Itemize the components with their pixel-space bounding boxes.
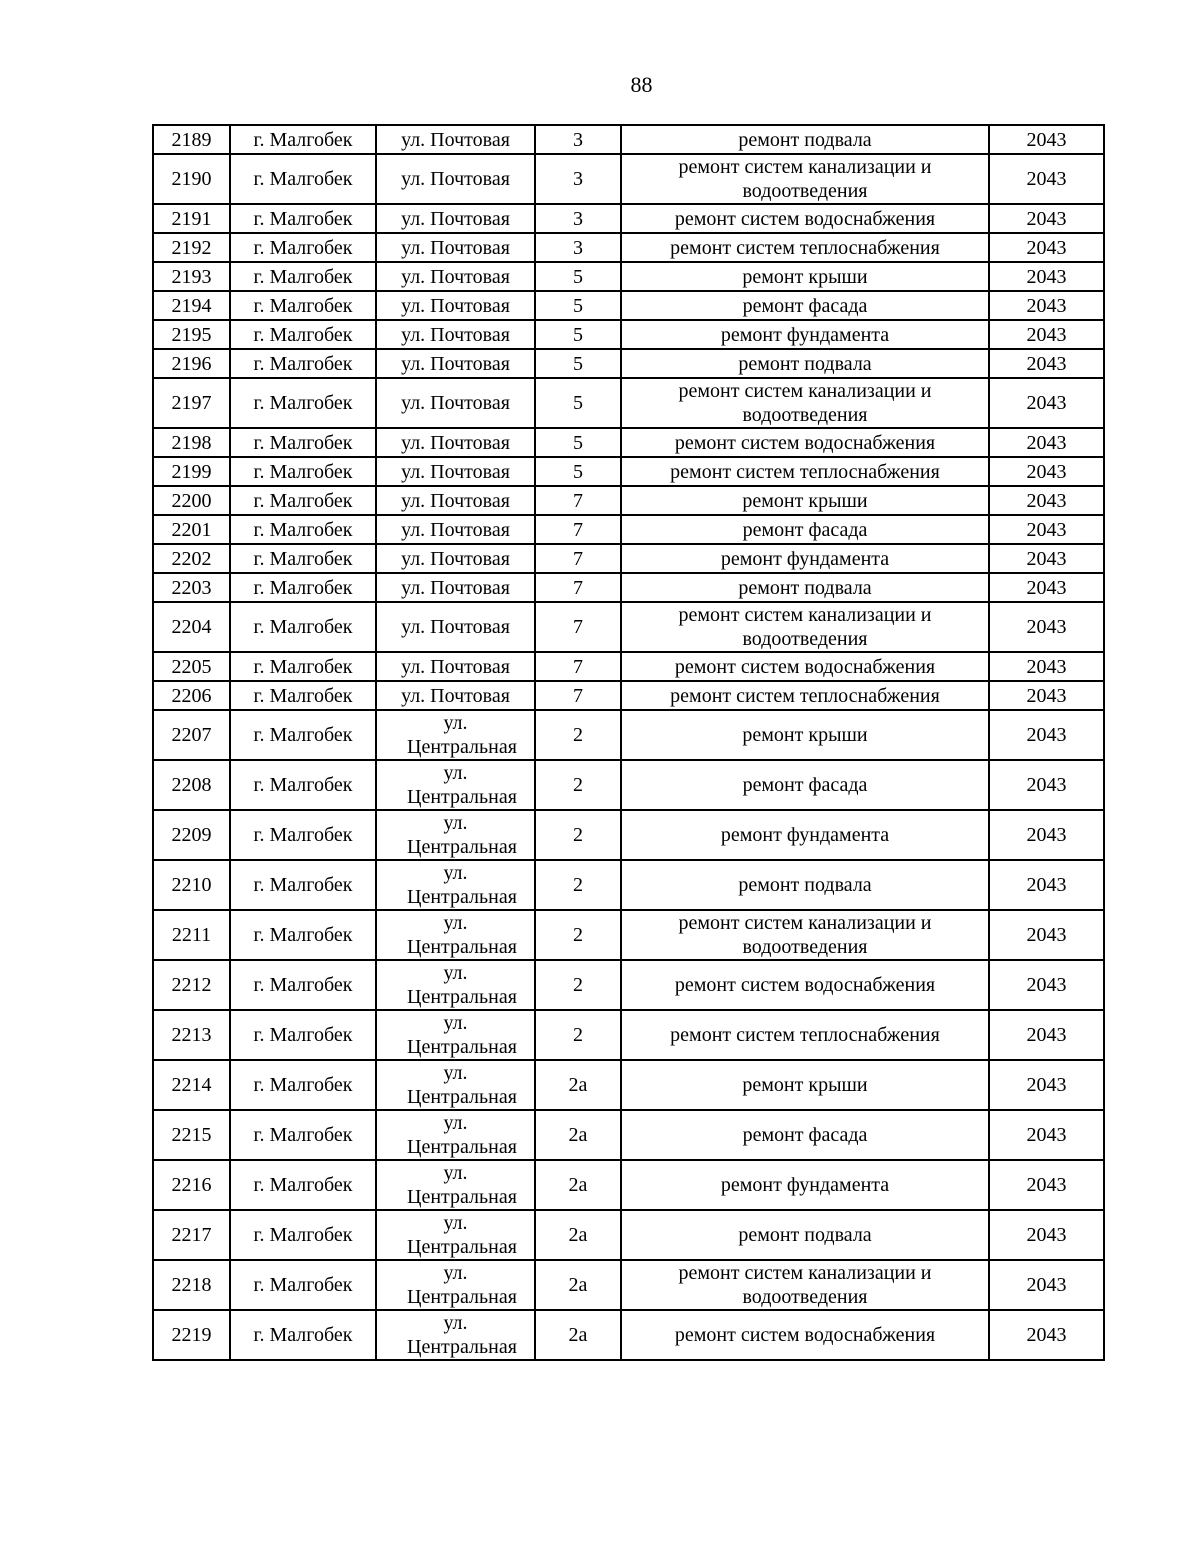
cell-city: г. Малгобек	[230, 810, 376, 860]
cell-number: 2217	[153, 1210, 230, 1260]
cell-year: 2043	[989, 1060, 1104, 1110]
cell-city: г. Малгобек	[230, 204, 376, 233]
cell-year: 2043	[989, 1110, 1104, 1160]
cell-number: 2202	[153, 544, 230, 573]
cell-work-type: ремонт систем водоснабжения	[621, 428, 989, 457]
table-row	[153, 204, 1104, 233]
cell-work-type: ремонт фасада	[621, 515, 989, 544]
table-row	[153, 602, 1104, 652]
table-row	[153, 760, 1104, 810]
cell-year: 2043	[989, 760, 1104, 810]
cell-number: 2196	[153, 349, 230, 378]
cell-work-type: ремонт фундамента	[621, 544, 989, 573]
cell-house: 3	[535, 233, 621, 262]
cell-number: 2190	[153, 154, 230, 204]
cell-number: 2199	[153, 457, 230, 486]
cell-house: 5	[535, 428, 621, 457]
cell-year: 2043	[989, 810, 1104, 860]
cell-street: ул. Центральная	[376, 1310, 535, 1360]
table-row	[153, 378, 1104, 428]
cell-work-type: ремонт систем канализации и водоотведения	[621, 154, 989, 204]
cell-year: 2043	[989, 320, 1104, 349]
cell-house: 5	[535, 349, 621, 378]
cell-number: 2208	[153, 760, 230, 810]
table-row	[153, 910, 1104, 960]
table-row	[153, 681, 1104, 710]
cell-city: г. Малгобек	[230, 760, 376, 810]
cell-street: ул. Центральная	[376, 960, 535, 1010]
cell-city: г. Малгобек	[230, 320, 376, 349]
cell-work-type: ремонт систем канализации и водоотведения	[621, 378, 989, 428]
cell-work-type: ремонт систем теплоснабжения	[621, 233, 989, 262]
table-row	[153, 544, 1104, 573]
cell-street: ул. Почтовая	[376, 544, 535, 573]
cell-year: 2043	[989, 602, 1104, 652]
cell-house: 7	[535, 486, 621, 515]
cell-city: г. Малгобек	[230, 233, 376, 262]
cell-year: 2043	[989, 349, 1104, 378]
table-body	[153, 125, 1104, 1360]
cell-work-type: ремонт фундамента	[621, 320, 989, 349]
cell-year: 2043	[989, 573, 1104, 602]
table-row	[153, 1210, 1104, 1260]
cell-house: 5	[535, 291, 621, 320]
cell-street: ул. Почтовая	[376, 652, 535, 681]
cell-work-type: ремонт фасада	[621, 1110, 989, 1160]
cell-year: 2043	[989, 428, 1104, 457]
cell-street: ул. Почтовая	[376, 291, 535, 320]
cell-city: г. Малгобек	[230, 1010, 376, 1060]
table-row	[153, 960, 1104, 1010]
cell-number: 2195	[153, 320, 230, 349]
cell-work-type: ремонт систем водоснабжения	[621, 652, 989, 681]
cell-city: г. Малгобек	[230, 960, 376, 1010]
table-row	[153, 349, 1104, 378]
cell-number: 2193	[153, 262, 230, 291]
cell-house: 3	[535, 125, 621, 154]
cell-city: г. Малгобек	[230, 602, 376, 652]
cell-street: ул. Почтовая	[376, 602, 535, 652]
cell-number: 2194	[153, 291, 230, 320]
cell-street: ул. Центральная	[376, 810, 535, 860]
cell-street: ул. Почтовая	[376, 428, 535, 457]
cell-street: ул. Почтовая	[376, 681, 535, 710]
cell-house: 2а	[535, 1110, 621, 1160]
cell-work-type: ремонт фасада	[621, 291, 989, 320]
cell-house: 2	[535, 1010, 621, 1060]
cell-house: 2а	[535, 1260, 621, 1310]
cell-street: ул. Почтовая	[376, 154, 535, 204]
cell-street: ул. Почтовая	[376, 486, 535, 515]
cell-house: 2	[535, 960, 621, 1010]
cell-work-type: ремонт крыши	[621, 486, 989, 515]
cell-street: ул. Почтовая	[376, 125, 535, 154]
table-row	[153, 1010, 1104, 1060]
cell-street: ул. Центральная	[376, 1060, 535, 1110]
cell-city: г. Малгобек	[230, 1060, 376, 1110]
cell-work-type: ремонт систем водоснабжения	[621, 960, 989, 1010]
cell-house: 2	[535, 910, 621, 960]
table-row	[153, 486, 1104, 515]
cell-number: 2212	[153, 960, 230, 1010]
cell-year: 2043	[989, 1260, 1104, 1310]
cell-number: 2203	[153, 573, 230, 602]
cell-year: 2043	[989, 154, 1104, 204]
cell-city: г. Малгобек	[230, 1160, 376, 1210]
cell-work-type: ремонт подвала	[621, 125, 989, 154]
cell-year: 2043	[989, 457, 1104, 486]
cell-street: ул. Центральная	[376, 1260, 535, 1310]
table-row	[153, 810, 1104, 860]
cell-work-type: ремонт фундамента	[621, 1160, 989, 1210]
cell-city: г. Малгобек	[230, 125, 376, 154]
table-row	[153, 515, 1104, 544]
cell-street: ул. Почтовая	[376, 349, 535, 378]
table-row	[153, 154, 1104, 204]
cell-work-type: ремонт крыши	[621, 1060, 989, 1110]
cell-city: г. Малгобек	[230, 428, 376, 457]
cell-work-type: ремонт фундамента	[621, 810, 989, 860]
cell-work-type: ремонт подвала	[621, 573, 989, 602]
cell-work-type: ремонт подвала	[621, 1210, 989, 1260]
cell-number: 2211	[153, 910, 230, 960]
cell-number: 2189	[153, 125, 230, 154]
cell-year: 2043	[989, 860, 1104, 910]
cell-work-type: ремонт систем теплоснабжения	[621, 457, 989, 486]
cell-city: г. Малгобек	[230, 710, 376, 760]
cell-city: г. Малгобек	[230, 486, 376, 515]
cell-number: 2204	[153, 602, 230, 652]
cell-street: ул. Центральная	[376, 1210, 535, 1260]
cell-street: ул. Почтовая	[376, 204, 535, 233]
cell-city: г. Малгобек	[230, 291, 376, 320]
cell-street: ул. Почтовая	[376, 378, 535, 428]
cell-city: г. Малгобек	[230, 349, 376, 378]
cell-street: ул. Почтовая	[376, 233, 535, 262]
table-row	[153, 1110, 1104, 1160]
cell-street: ул. Почтовая	[376, 457, 535, 486]
cell-house: 5	[535, 320, 621, 349]
cell-street: ул. Почтовая	[376, 515, 535, 544]
cell-city: г. Малгобек	[230, 515, 376, 544]
cell-city: г. Малгобек	[230, 1260, 376, 1310]
cell-house: 2а	[535, 1060, 621, 1110]
table-row	[153, 125, 1104, 154]
table-row	[153, 262, 1104, 291]
cell-year: 2043	[989, 515, 1104, 544]
cell-year: 2043	[989, 544, 1104, 573]
cell-number: 2215	[153, 1110, 230, 1160]
cell-street: ул. Центральная	[376, 860, 535, 910]
cell-number: 2197	[153, 378, 230, 428]
cell-city: г. Малгобек	[230, 681, 376, 710]
cell-work-type: ремонт фасада	[621, 760, 989, 810]
cell-year: 2043	[989, 681, 1104, 710]
cell-house: 5	[535, 262, 621, 291]
table-row	[153, 1260, 1104, 1310]
cell-year: 2043	[989, 233, 1104, 262]
cell-year: 2043	[989, 378, 1104, 428]
cell-work-type: ремонт систем теплоснабжения	[621, 1010, 989, 1060]
cell-work-type: ремонт систем канализации и водоотведения	[621, 602, 989, 652]
table-row	[153, 573, 1104, 602]
cell-city: г. Малгобек	[230, 1210, 376, 1260]
cell-work-type: ремонт подвала	[621, 860, 989, 910]
cell-house: 2а	[535, 1210, 621, 1260]
cell-street: ул. Центральная	[376, 910, 535, 960]
cell-year: 2043	[989, 125, 1104, 154]
cell-number: 2210	[153, 860, 230, 910]
cell-work-type: ремонт систем водоснабжения	[621, 204, 989, 233]
cell-house: 5	[535, 378, 621, 428]
cell-house: 3	[535, 204, 621, 233]
cell-house: 3	[535, 154, 621, 204]
cell-year: 2043	[989, 291, 1104, 320]
page-number: 88	[630, 72, 653, 97]
cell-house: 7	[535, 573, 621, 602]
cell-work-type: ремонт систем канализации и водоотведения	[621, 910, 989, 960]
table-row	[153, 428, 1104, 457]
cell-year: 2043	[989, 910, 1104, 960]
cell-number: 2207	[153, 710, 230, 760]
cell-work-type: ремонт систем канализации и водоотведения	[621, 1260, 989, 1310]
cell-year: 2043	[989, 1160, 1104, 1210]
cell-street: ул. Центральная	[376, 1010, 535, 1060]
cell-city: г. Малгобек	[230, 262, 376, 291]
cell-city: г. Малгобек	[230, 544, 376, 573]
cell-work-type: ремонт крыши	[621, 262, 989, 291]
cell-number: 2206	[153, 681, 230, 710]
cell-year: 2043	[989, 1010, 1104, 1060]
cell-house: 2	[535, 760, 621, 810]
cell-number: 2205	[153, 652, 230, 681]
cell-year: 2043	[989, 652, 1104, 681]
cell-house: 2	[535, 810, 621, 860]
cell-street: ул. Центральная	[376, 760, 535, 810]
table-row	[153, 710, 1104, 760]
cell-city: г. Малгобек	[230, 910, 376, 960]
table-row	[153, 1310, 1104, 1360]
cell-street: ул. Почтовая	[376, 573, 535, 602]
capital-repair-table	[152, 124, 1105, 1361]
cell-city: г. Малгобек	[230, 1310, 376, 1360]
cell-number: 2200	[153, 486, 230, 515]
cell-number: 2213	[153, 1010, 230, 1060]
cell-house: 7	[535, 681, 621, 710]
table-row	[153, 320, 1104, 349]
cell-number: 2192	[153, 233, 230, 262]
cell-city: г. Малгобек	[230, 457, 376, 486]
table-row	[153, 457, 1104, 486]
cell-year: 2043	[989, 204, 1104, 233]
table-row	[153, 1160, 1104, 1210]
cell-house: 7	[535, 652, 621, 681]
table-row	[153, 1060, 1104, 1110]
table-row	[153, 860, 1104, 910]
cell-year: 2043	[989, 1310, 1104, 1360]
cell-number: 2201	[153, 515, 230, 544]
cell-year: 2043	[989, 1210, 1104, 1260]
cell-house: 2	[535, 710, 621, 760]
cell-city: г. Малгобек	[230, 154, 376, 204]
cell-year: 2043	[989, 710, 1104, 760]
cell-city: г. Малгобек	[230, 378, 376, 428]
cell-year: 2043	[989, 486, 1104, 515]
cell-house: 2а	[535, 1160, 621, 1210]
cell-house: 2	[535, 860, 621, 910]
cell-street: ул. Почтовая	[376, 262, 535, 291]
cell-number: 2219	[153, 1310, 230, 1360]
table-row	[153, 652, 1104, 681]
cell-house: 7	[535, 515, 621, 544]
cell-street: ул. Центральная	[376, 1110, 535, 1160]
cell-number: 2191	[153, 204, 230, 233]
cell-work-type: ремонт подвала	[621, 349, 989, 378]
cell-year: 2043	[989, 960, 1104, 1010]
cell-work-type: ремонт систем водоснабжения	[621, 1310, 989, 1360]
cell-house: 7	[535, 544, 621, 573]
cell-number: 2218	[153, 1260, 230, 1310]
cell-city: г. Малгобек	[230, 860, 376, 910]
cell-house: 2а	[535, 1310, 621, 1360]
cell-city: г. Малгобек	[230, 573, 376, 602]
cell-work-type: ремонт крыши	[621, 710, 989, 760]
cell-number: 2216	[153, 1160, 230, 1210]
table-row	[153, 233, 1104, 262]
cell-street: ул. Центральная	[376, 1160, 535, 1210]
cell-city: г. Малгобек	[230, 652, 376, 681]
cell-house: 5	[535, 457, 621, 486]
table-row	[153, 291, 1104, 320]
cell-city: г. Малгобек	[230, 1110, 376, 1160]
cell-house: 7	[535, 602, 621, 652]
cell-street: ул. Почтовая	[376, 320, 535, 349]
cell-street: ул. Центральная	[376, 710, 535, 760]
cell-number: 2209	[153, 810, 230, 860]
cell-year: 2043	[989, 262, 1104, 291]
cell-work-type: ремонт систем теплоснабжения	[621, 681, 989, 710]
cell-number: 2214	[153, 1060, 230, 1110]
cell-number: 2198	[153, 428, 230, 457]
